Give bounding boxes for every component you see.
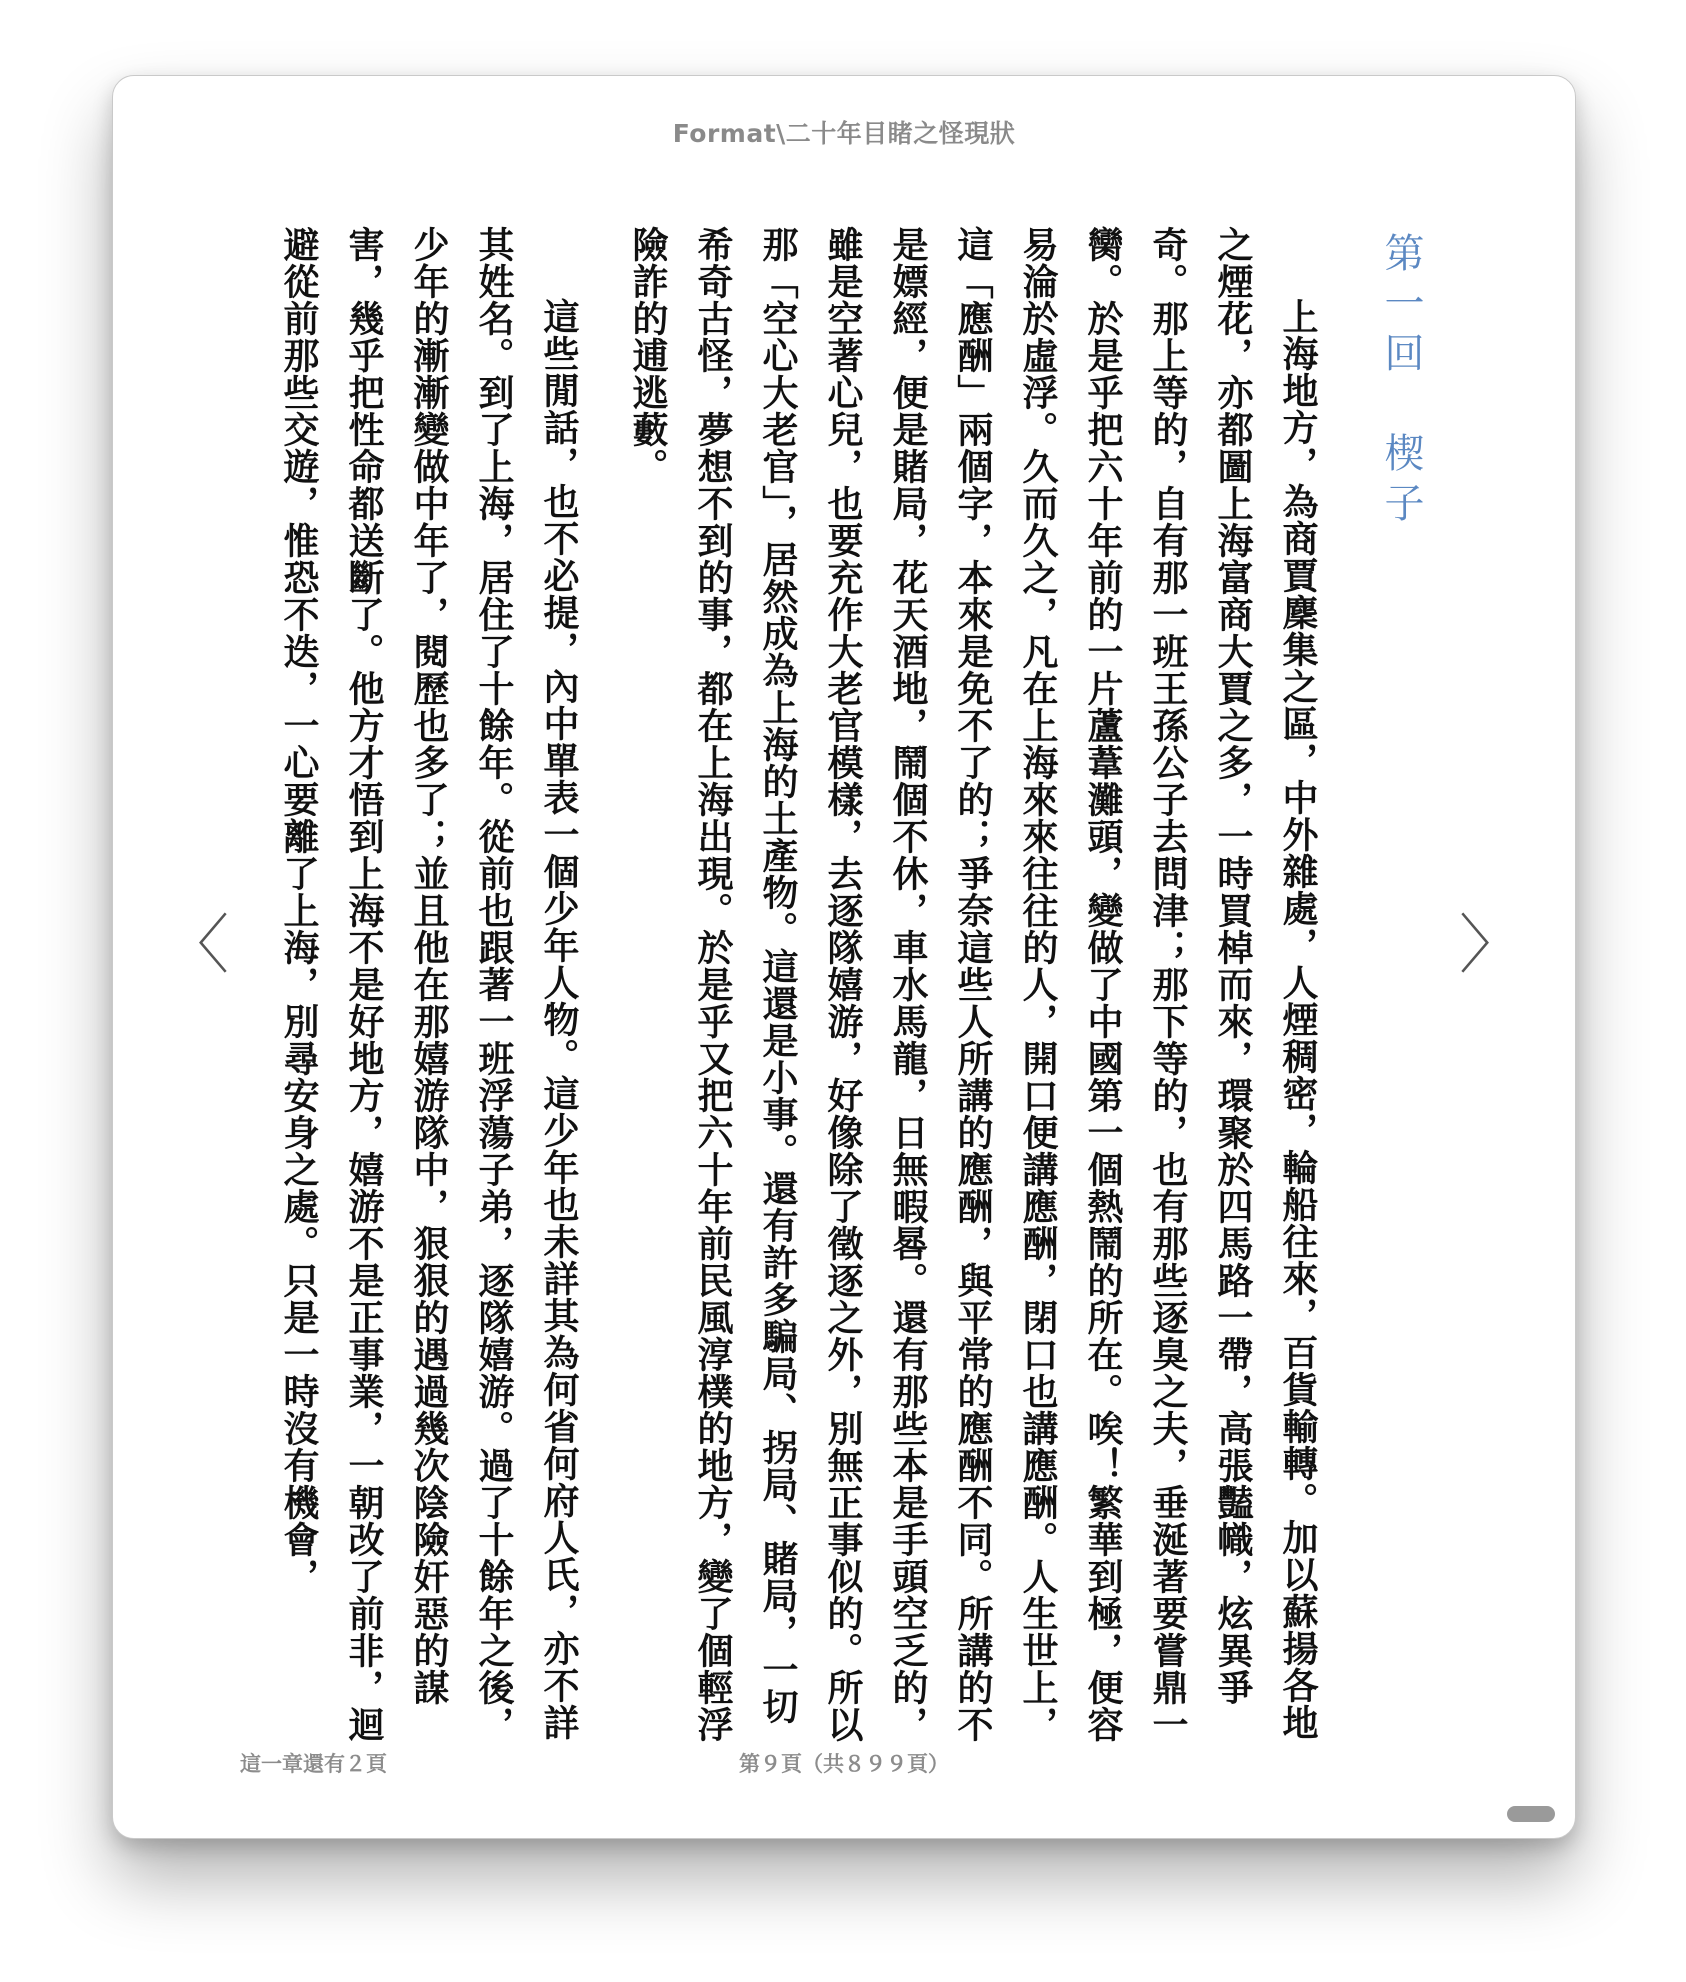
scrollbar-thumb[interactable] — [1507, 1806, 1555, 1822]
chapter-title: 第一回 楔子 — [1378, 232, 1424, 532]
next-page-chevron-icon[interactable]: 〉 — [1459, 909, 1523, 983]
previous-page-chevron-icon[interactable]: 〈 — [165, 909, 229, 983]
paragraph: 這些閒話，也不必提，內中單表一個少年人物。這少年也未詳其為何省何府人氏，亦不詳其姓名。到了上海，居住了十餘年。從前也跟著一班浮蕩子弟，逐隊嬉游。過了十餘年之後，少年的漸漸變做中年了，閱歷也多了；並且他在那嬉游隊中，狠狠的遇過幾次陰險奸惡的謀害，幾乎把性命都送斷了。他方才悟到上海不是好地方，嬉游不是正事業，一朝改了前非，迴避從前那些交遊，惟恐不迭，一心要離了上海，別尋安身之處。只是一時沒有機會， — [278, 226, 579, 1743]
chapter-remaining-pages: 這一章還有２頁 — [240, 1752, 387, 1776]
reader-window — [112, 75, 1576, 1839]
vertical-text-content — [263, 226, 1433, 1756]
paragraph: 上海地方，為商賈麇集之區，中外雜處，人煙稠密，輪船往來，百貨輸轉。加以蘇揚各地之煙花，亦都圖上海富商大賈之多，一時買棹而來，環聚於四馬路一帶，高張豔幟，炫異爭奇。那上等的，自有那一班王孫公子去問津；那下等的，也有那些逐臭之夫，垂涎著要嘗鼎一臠。於是乎把六十年前的一片蘆葦灘頭，變做了中國第一個熱鬧的所在。唉！繁華到極，便容易淪於虛浮。久而久之，凡在上海來來往往的人，開口便講應酬，閉口也講應酬。人生世上，這「應酬」兩個字，本來是免不了的；爭奈這些人所講的應酬，與平常的應酬不同。所講的不是嫖經，便是賭局，花天酒地，鬧個不休，車水馬龍，日無暇晷。還有那些本是手頭空乏的，雖是空著心兒，也要充作大老官模樣，去逐隊嬉游，好像除了徵逐之外，別無正事似的。所以那「空心大老官」，居然成為上海的土產物。這還是小事。還有許多騙局、拐局、賭局，一切希奇古怪，夢想不到的事，都在上海出現。於是乎又把六十年前民風淳樸的地方，變了個輕浮險詐的逋逃藪。 — [627, 226, 1318, 1743]
window-title: Format\二十年目睹之怪現狀 — [672, 119, 1016, 148]
page-indicator: 第９頁（共８９９頁） — [739, 1752, 949, 1776]
